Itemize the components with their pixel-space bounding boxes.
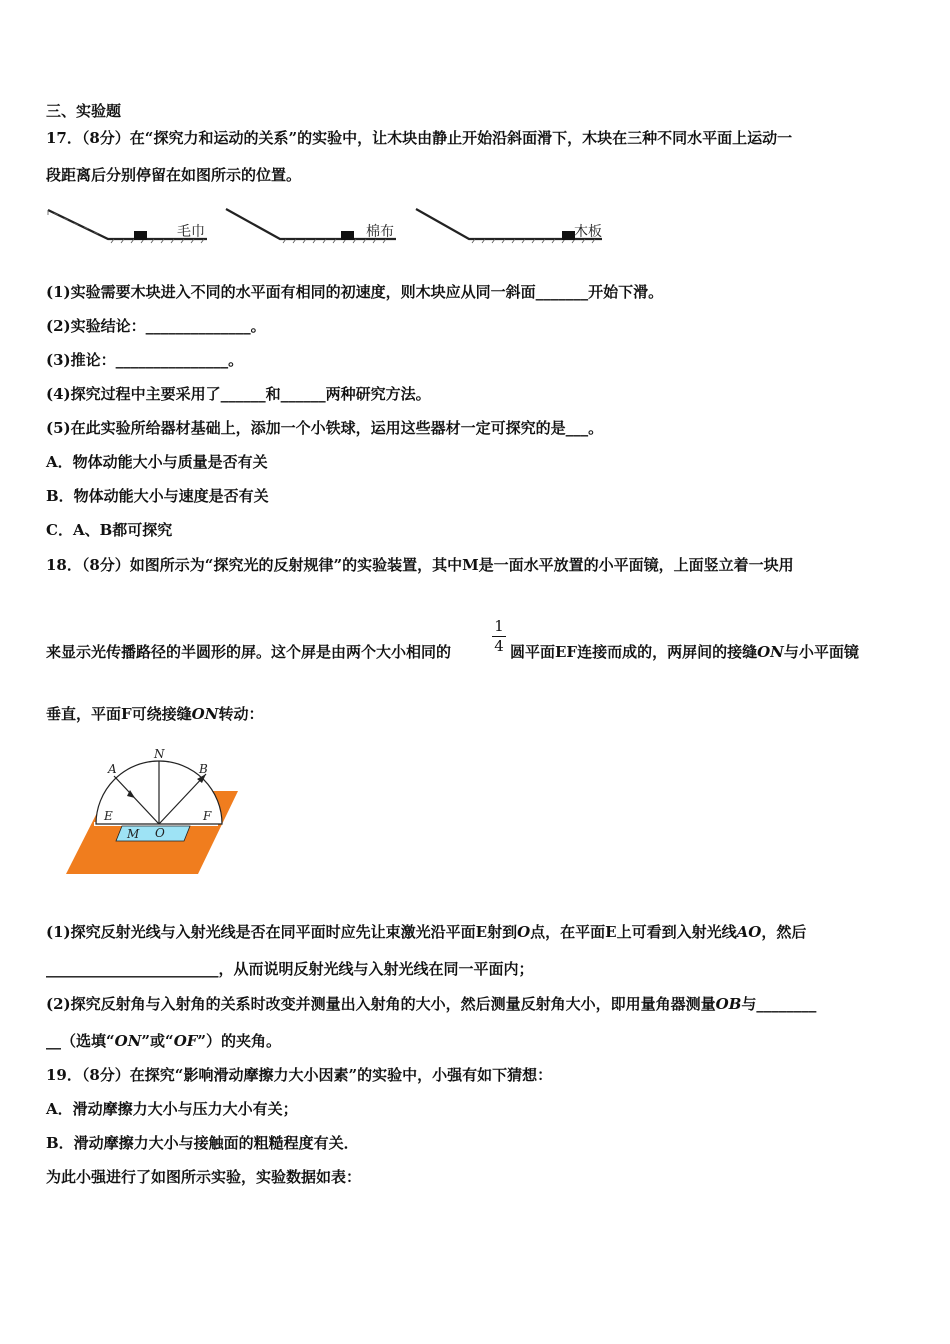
surface-label-cotton: 棉布	[366, 224, 394, 240]
q17-option-a: A．物体动能大小与质量是否有关	[46, 453, 268, 471]
surface-label-towel: 毛巾	[177, 224, 205, 240]
svg-text:E: E	[104, 809, 113, 823]
q19-option-b: B．滑动摩擦力大小与接触面的粗糙程度有关．	[46, 1134, 359, 1152]
q18-stem-line3: 垂直，平面F可绕接缝ON转动：	[46, 705, 264, 723]
wood-block-1	[134, 231, 147, 240]
q17-part1: (1)实验需要木块进入不同的水平面有相同的初速度，则木块应从同一斜面_______开始下滑。	[46, 283, 664, 301]
q18-part1-line2: _______________________，从而说明反射光线与入射光线在同一平面内；	[46, 960, 534, 978]
svg-text:A: A	[108, 762, 117, 776]
q17-option-b: B．物体动能大小与速度是否有关	[46, 487, 269, 505]
wood-block-2	[341, 231, 354, 240]
q18-stem-line1: 18．（8分）如图所示为“探究光的反射规律”的实验装置，其中M是一面水平放置的小平面镜，上面竖立着一块用	[46, 556, 794, 574]
q18-part1-line1: (1)探究反射光线与入射光线是否在同平面时应先让束激光沿平面E射到O点，在平面E上可看到入射光线AO，然后	[46, 923, 807, 941]
q19-stem-line1: 19．（8分）在探究“影响滑动摩擦力大小因素”的实验中，小强有如下猜想：	[46, 1066, 553, 1084]
surface-label-wood: 木板	[574, 224, 602, 240]
q18-part2-line2: __（选填“ON”或“OF”）的夹角。	[46, 1032, 282, 1050]
q17-option-c: C．A、B都可探究	[46, 521, 173, 539]
q17-part5: (5)在此实验所给器材基础上，添加一个小铁球，运用这些器材一定可探究的是___。	[46, 419, 604, 437]
fraction-numerator: 1	[494, 617, 504, 635]
q19-stem-line4: 为此小强进行了如图所示实验，实验数据如表：	[46, 1168, 362, 1186]
svg-text:N: N	[154, 747, 165, 761]
fraction-denominator: 4	[494, 637, 504, 655]
q17-part3: (3)推论：_______________。	[46, 351, 244, 369]
q19-option-a: A．滑动摩擦力大小与压力大小有关；	[46, 1100, 298, 1118]
svg-text:B: B	[199, 762, 208, 776]
section-title: 三、实验题	[46, 102, 122, 120]
q17-incline-figure	[44, 203, 624, 251]
svg-text:F: F	[203, 809, 212, 823]
q17-part2: (2)实验结论：______________。	[46, 317, 266, 335]
q18-stem-line2a: 来显示光传播路径的半圆形的屏。这个屏是由两个大小相同的	[46, 643, 452, 661]
q18-stem-line2b: 圆平面EF连接而成的，两屏间的接缝ON与小平面镜	[510, 643, 859, 661]
q18-part2-line1: (2)探究反射角与入射角的关系时改变并测量出入射角的大小，然后测量反射角大小，即用量角器测量OB与________	[46, 995, 817, 1013]
q18-reflection-figure	[60, 746, 242, 876]
q17-stem-line2: 段距离后分别停留在如图所示的位置。	[46, 166, 302, 184]
q17-stem-line1: 17．（8分）在“探究力和运动的关系”的实验中，让木块由静止开始沿斜面滑下，木块在三种不同水平面上运动一	[46, 129, 793, 147]
q17-part4: (4)探究过程中主要采用了______和______两种研究方法。	[46, 385, 431, 403]
fraction-one-quarter	[492, 618, 506, 655]
svg-text:M: M	[127, 827, 140, 841]
svg-text:O: O	[155, 826, 165, 840]
